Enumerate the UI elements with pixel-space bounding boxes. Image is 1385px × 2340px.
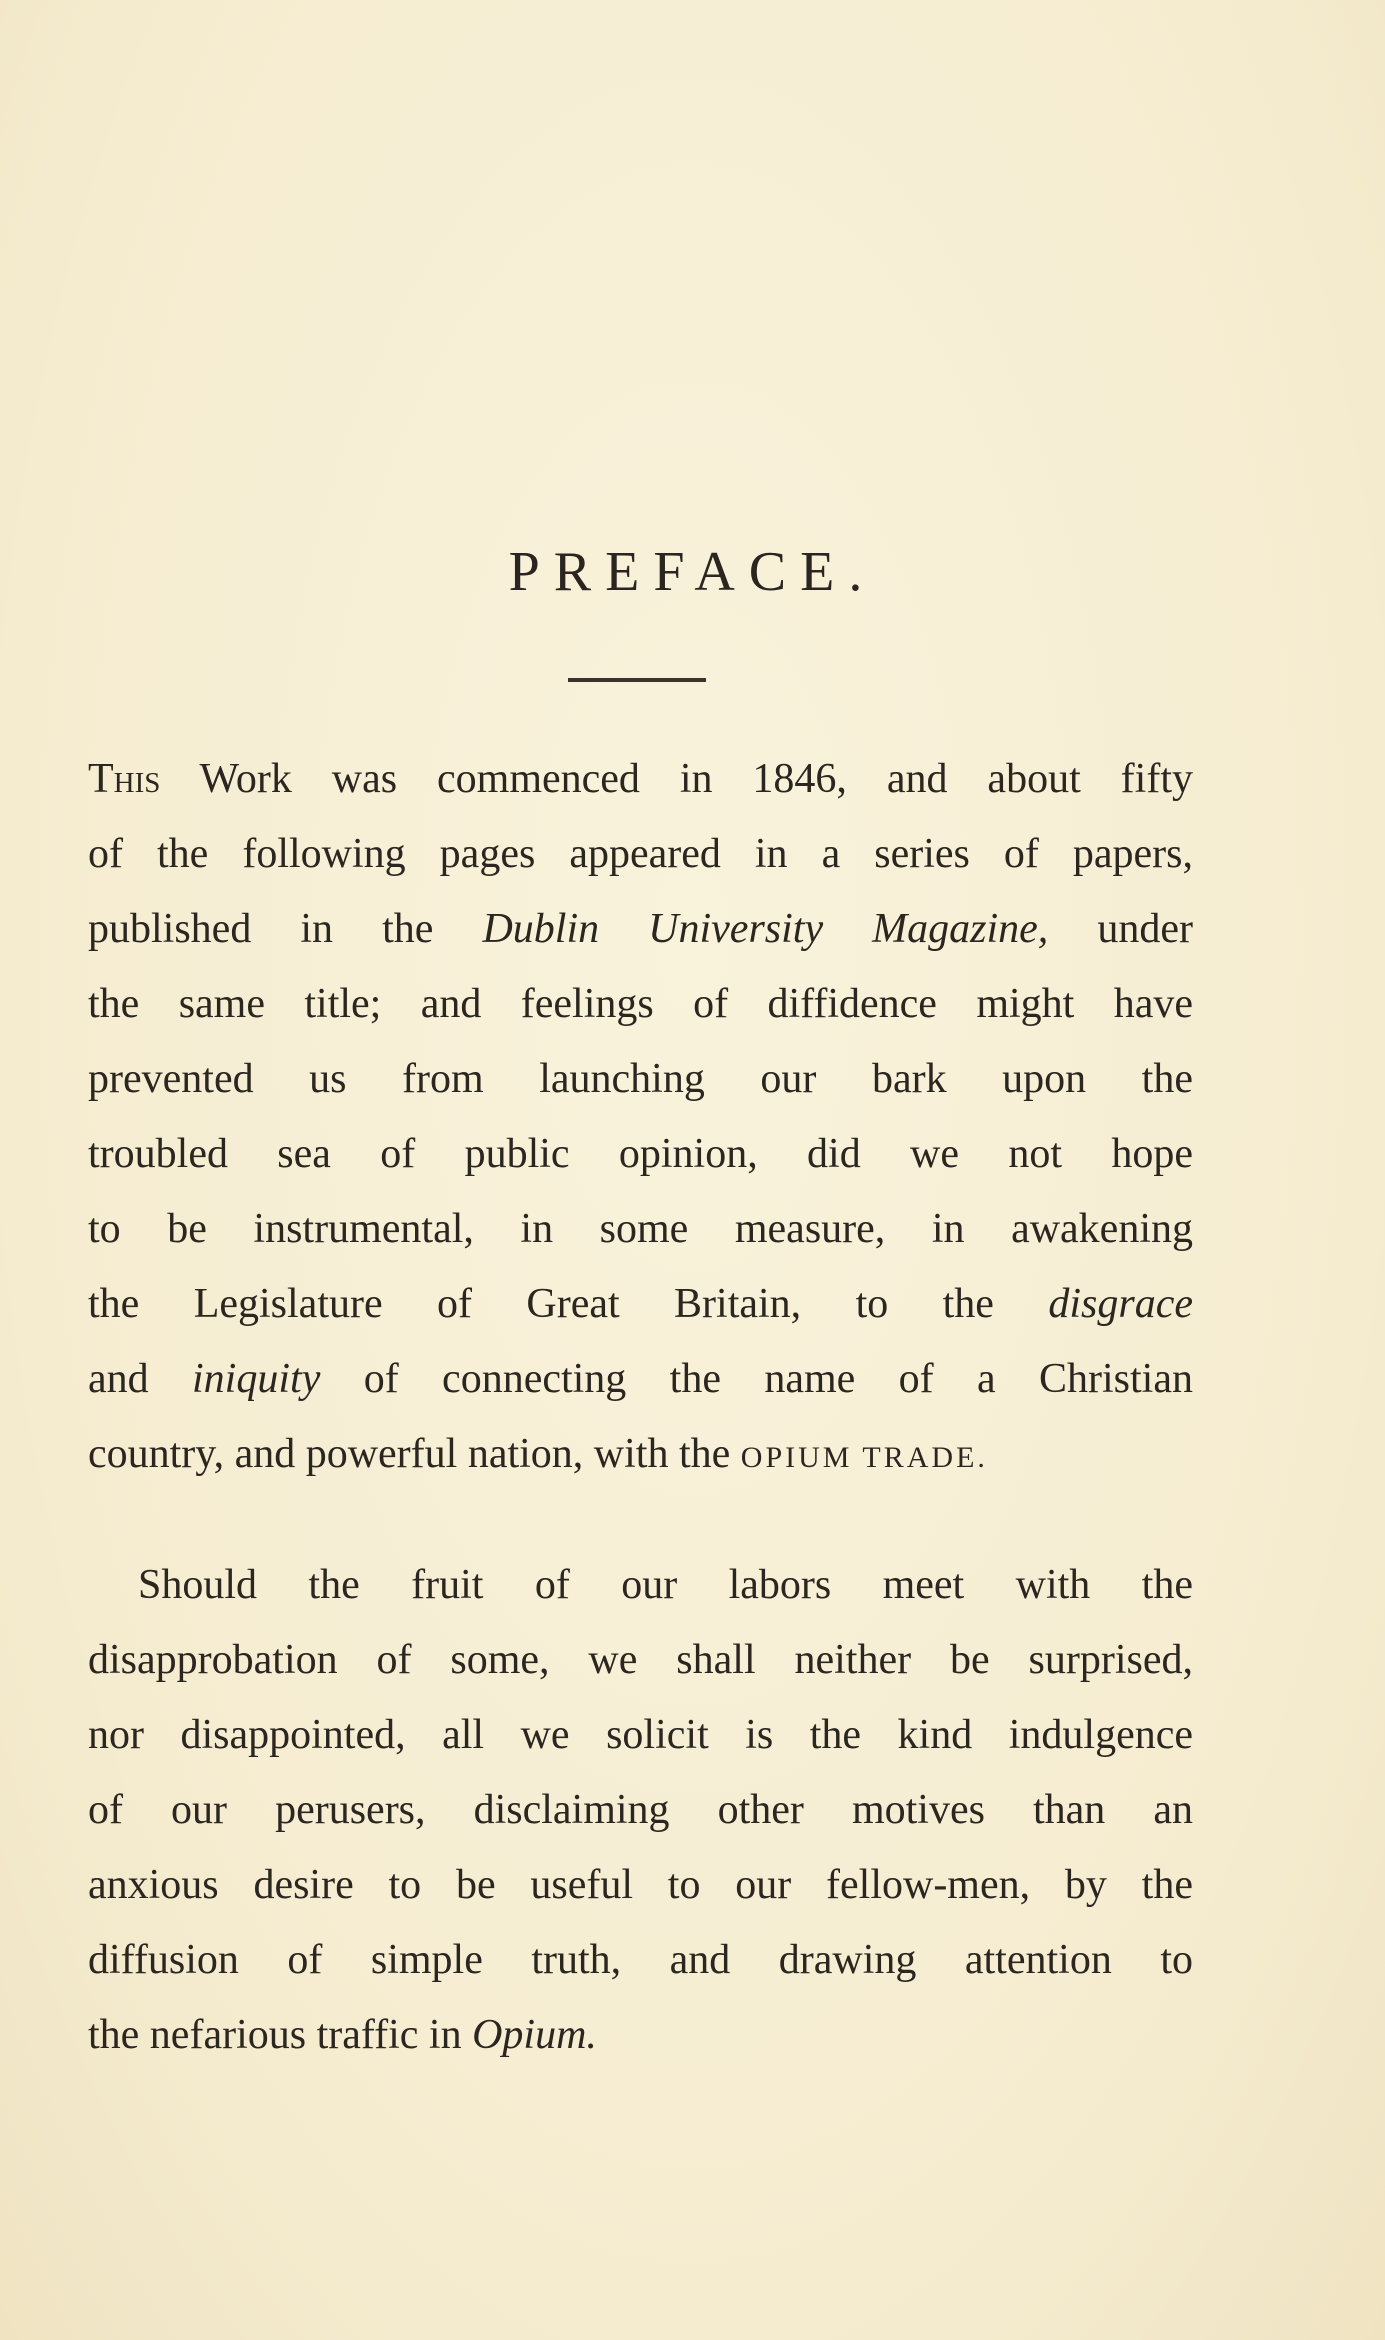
paragraph-2-line-7 (88, 1998, 1193, 2073)
paragraph-1-line-10 (88, 1417, 1193, 1492)
paragraph-2-line-5: anxious desire to be useful to our fellow-men, by the (88, 1862, 1193, 1908)
drop-word: This (88, 756, 161, 802)
line-text: published in the (88, 906, 483, 952)
paragraph-1-line-9 (88, 1342, 1193, 1417)
line-text: the nefarious traffic in (88, 2012, 473, 2058)
paragraph-2-line-1: Should the fruit of our labors meet with the (138, 1562, 1193, 1608)
line-text: country, and powerful nation, with the (88, 1431, 741, 1477)
paragraph-2-line-6: diffusion of simple truth, and drawing attention to (88, 1937, 1193, 1983)
paragraph-1 (88, 742, 1193, 1492)
emphasis: iniquity (192, 1356, 321, 1402)
emphasis: disgrace (1048, 1281, 1193, 1327)
page-title: PREFACE. (508, 541, 877, 603)
paragraph-1-line-8 (88, 1267, 1193, 1342)
paragraph-2-line-4: of our perusers, disclaiming other motives than an (88, 1787, 1193, 1833)
journal-title: Dublin University Magazine, (482, 906, 1049, 952)
paragraph-1-line-4: the same title; and feelings of diffidence might have (88, 981, 1193, 1027)
paragraph-1-line-7: to be instrumental, in some measure, in awakening (88, 1206, 1193, 1252)
paragraph-1-line-5: prevented us from launching our bark upon the (88, 1056, 1193, 1102)
paragraph-1-line-1 (88, 742, 1193, 817)
paragraph-2-line-2: disapprobation of some, we shall neither be surprised, (88, 1637, 1193, 1683)
line-text: Work was commenced in 1846, and about fifty (160, 756, 1193, 802)
paragraph-1-line-6: troubled sea of public opinion, did we not hope (88, 1131, 1193, 1177)
paragraph-2 (88, 1548, 1193, 2073)
paragraph-1-line-3 (88, 892, 1193, 967)
line-text: under (1048, 906, 1193, 952)
emphasis: Opium. (472, 2012, 597, 2058)
paragraph-2-line-3: nor disappointed, all we solicit is the kind indulgence (88, 1712, 1193, 1758)
title-rule-divider (568, 678, 706, 682)
paragraph-1-line-2: of the following pages appeared in a series of papers, (88, 831, 1193, 877)
small-caps-phrase: OPIUM TRADE. (740, 1441, 988, 1474)
line-text: the Legislature of Great Britain, to the (88, 1281, 1049, 1327)
line-text: of connecting the name of a Christian (320, 1356, 1193, 1402)
line-text: and (88, 1356, 193, 1402)
